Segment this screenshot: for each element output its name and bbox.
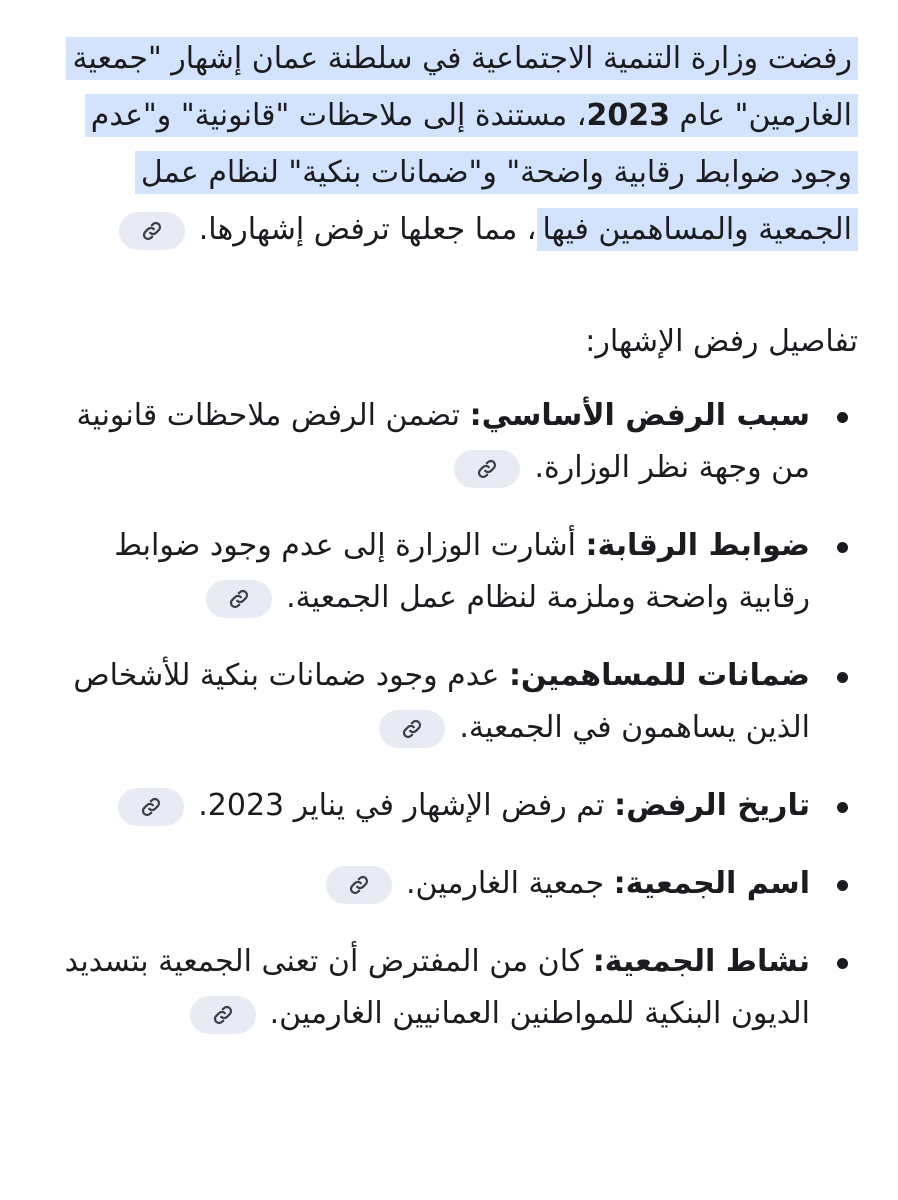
intro-paragraph — [40, 30, 858, 258]
item-text: كان من المفترض أن تعنى الجمعية بتسديد الديون البنكية للمواطنين العمانيين الغارمين. — [64, 944, 810, 1031]
list-item — [40, 936, 858, 1040]
item-term: اسم الجمعية: — [613, 866, 810, 901]
item-term: تاريخ الرفض: — [614, 788, 810, 823]
citation-chip[interactable] — [118, 788, 184, 826]
item-term: ضوابط الرقابة: — [585, 528, 810, 563]
highlighted-text[interactable]: رفضت وزارة التنمية الاجتماعية في سلطنة عمان إشهار "جمعية الغارمين" عام 2023، مستندة إلى ملاحظات "قانونية" و"عدم وجود ضوابط رقابية واضحة" و"ضمانات بنكية" لنظام عمل الجمعية والمساهمين فيها — [66, 37, 858, 251]
bullet — [837, 672, 848, 683]
item-term: ضمانات للمساهمين: — [508, 658, 810, 693]
link-icon — [141, 220, 163, 242]
citation-chip[interactable] — [326, 866, 392, 904]
intro-rest: ، مما جعلها ترفض إشهارها. — [198, 212, 537, 247]
list-item — [40, 780, 858, 832]
list-item — [40, 650, 858, 754]
item-text: عدم وجود ضمانات بنكية للأشخاص الذين يساهمون في الجمعية. — [73, 658, 810, 745]
bullet — [837, 958, 848, 969]
citation-chip[interactable] — [454, 450, 520, 488]
link-icon — [348, 874, 370, 896]
bullet — [837, 880, 848, 891]
year: 2023 — [586, 98, 670, 133]
item-text: تم رفض الإشهار في يناير 2023. — [198, 788, 615, 823]
list-item — [40, 858, 858, 910]
item-term: سبب الرفض الأساسي: — [469, 398, 810, 433]
link-icon — [212, 1004, 234, 1026]
details-list — [40, 390, 858, 1040]
item-text: تضمن الرفض ملاحظات قانونية من وجهة نظر الوزارة. — [76, 398, 810, 485]
citation-chip[interactable] — [206, 580, 272, 618]
list-item — [40, 390, 858, 494]
link-icon — [228, 588, 250, 610]
bullet — [837, 542, 848, 553]
link-icon — [140, 796, 162, 818]
item-text: أشارت الوزارة إلى عدم وجود ضوابط رقابية واضحة وملزمة لنظام عمل الجمعية. — [114, 528, 810, 615]
section-heading: تفاصيل رفض الإشهار: — [585, 324, 858, 359]
citation-chip[interactable] — [190, 996, 256, 1034]
bullet — [837, 802, 848, 813]
citation-chip[interactable] — [379, 710, 445, 748]
link-icon — [401, 718, 423, 740]
list-item — [40, 520, 858, 624]
bullet — [837, 412, 848, 423]
link-icon — [476, 458, 498, 480]
citation-chip[interactable] — [119, 212, 185, 250]
item-text: جمعية الغارمين. — [405, 866, 614, 901]
item-term: نشاط الجمعية: — [592, 944, 810, 979]
